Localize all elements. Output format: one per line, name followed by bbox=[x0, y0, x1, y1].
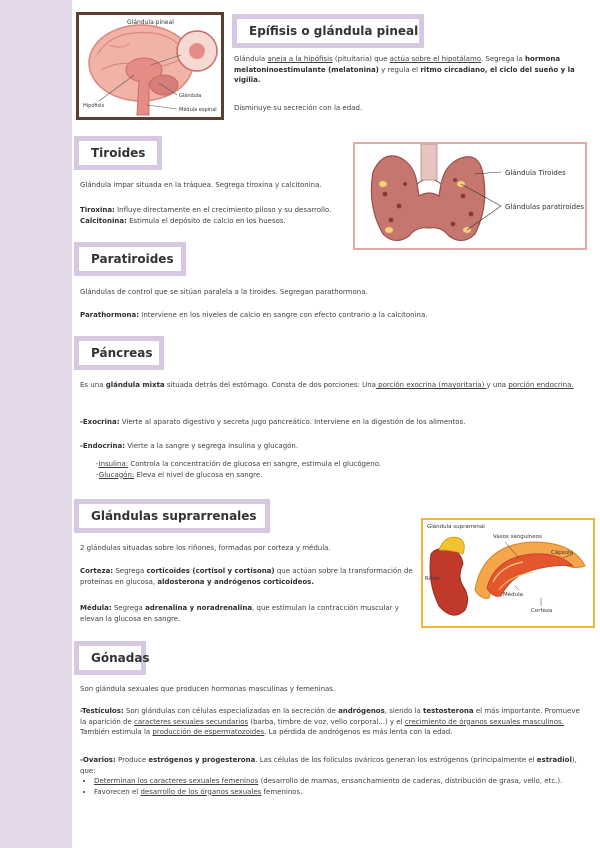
heading-paratiroides-text: Paratiroides bbox=[91, 252, 174, 266]
list-item: • Determinan los caracteres sexuales femeninos (desarrollo de mamas, ensanchamiento de caderas, distribución de grasa, vello, etc.). bbox=[94, 776, 584, 787]
gonadas-paragraph-1: Son glándula sexuales que producen hormonas masculinas y femeninas. bbox=[80, 685, 336, 693]
suprarrenales-paragraph-1: 2 glándulas situadas sobre los riñones, formadas por corteza y médula. bbox=[80, 544, 331, 552]
adrenal-label: Glándula suprarrenal bbox=[427, 524, 485, 530]
medula-espinal-label: Médula espinal bbox=[179, 107, 217, 113]
gonadas-ovarios: -Ovarios: Produce estrógenos y progesterona. Las células de los folículos ováricos generan los estrógenos (principalmente el estradiol), que: • Determinan los caracteres sexuales femeninos (desarrollo de mamas, ensanchamiento de caderas, distribución de grasa, vello, etc.). • Favorecen el desarrollo de los órganos sexuales femeninos. bbox=[80, 755, 584, 797]
pineal-gland-figure bbox=[76, 12, 224, 120]
epifisis-paragraph-2: Disminuye su secreción con la edad. bbox=[234, 104, 363, 112]
heading-paratiroides bbox=[74, 242, 186, 276]
paratiroides-paragraph-1: Glándulas de control que se sitúan paralela a la tiroides. Segregan parathormona. bbox=[80, 288, 368, 296]
suprarrenales-corteza: Corteza: Segrega corticoides (cortisol y cortisona) que actúan sobre la transformación de proteínas en glucosa, aldosterona y andrógenos corticoideos. bbox=[80, 567, 413, 586]
parathyroid-label: Glándulas paratiroides bbox=[505, 203, 585, 211]
pancreas-hormones: -Insulina: Controla la concentración de glucosa en sangre, estimula el glucógeno. -Glucagón: Eleva el nivel de glucosa en sangre. bbox=[96, 460, 382, 479]
heading-gonadas-text: Gónadas bbox=[91, 651, 150, 665]
gonadas-testiculos: -Testículos: Son glándulas con células especializadas en la secreción de andrógenos, siendo la testosterona el más importante. Promueve la aparición de caracteres sexuales secundarios (barba, timbre de voz, vello corporal...) y el crecimiento de órganos sexuales masculinos. También estimula la producción de espermatozoides. La pérdida de andrógenos es más lenta con la edad. bbox=[80, 707, 580, 736]
paratiroides-paragraph-2: Parathormona: Interviene en los niveles de calcio en sangre con efecto contrario a la calcitonina. bbox=[80, 311, 428, 319]
heading-tiroides bbox=[74, 136, 162, 170]
capsula-label: Cápsula bbox=[551, 550, 573, 556]
vasos-label: Vasos sanguíneos bbox=[493, 534, 542, 540]
heading-pancreas-text: Páncreas bbox=[91, 346, 153, 360]
suprarrenales-medula: Médula: Segrega adrenalina y noradrenalina, que estimulan la contracción muscular y elevan la glucosa en sangre. bbox=[80, 604, 399, 623]
pineal-label: Glándula pineal bbox=[127, 19, 174, 26]
heading-pancreas bbox=[74, 336, 164, 370]
epifisis-paragraph-1: Glándula aneja a la hipófisis (pituitaria) que actúa sobre el hipotálamo. Segrega la hormona melatoninoestimulante (melatonina) y regula el ritmo circadiano, el ciclo del sueño y la vigilia. bbox=[234, 55, 575, 84]
glandula-label: Glándula bbox=[179, 93, 202, 99]
list-item: • Favorecen el desarrollo de los órganos sexuales femeninos. bbox=[94, 787, 584, 798]
medula-label: Médula bbox=[503, 592, 524, 598]
heading-gonadas bbox=[74, 641, 150, 675]
tiroides-paragraph-2: Tiroxina: Influye directamente en el crecimiento piloso y su desarrollo. Calcitonina: Estimula el depósito de calcio en los huesos. bbox=[80, 206, 332, 225]
heading-epifisis bbox=[232, 14, 424, 48]
adrenal-figure bbox=[421, 518, 595, 628]
hipofisis-label: Hipófisis bbox=[83, 103, 105, 109]
heading-epifisis-text: Epífisis o glándula pineal bbox=[249, 24, 419, 38]
corteza-label: Corteza bbox=[531, 608, 553, 614]
rinon-label: Riñón bbox=[425, 576, 441, 582]
sidebar-strip bbox=[0, 0, 72, 848]
heading-suprarrenales-text: Glándulas suprarrenales bbox=[91, 509, 257, 523]
ovarios-list bbox=[80, 776, 584, 797]
heading-tiroides-text: Tiroides bbox=[91, 146, 146, 160]
tiroides-paragraph-1: Glándula impar situada en la tráquea. Segrega tiroxina y calcitonina. bbox=[80, 181, 322, 189]
heading-suprarrenales bbox=[74, 499, 270, 533]
thyroid-figure bbox=[353, 142, 587, 250]
pancreas-paragraph-1: Es una glándula mixta situada detrás del estómago. Consta de dos porciones: Una porción exocrina (mayoritaria) y una porción endocrina. bbox=[80, 381, 574, 389]
thyroid-label: Glándula Tiroides bbox=[505, 169, 566, 177]
pancreas-endocrina: -Endocrina: Vierte a la sangre y segrega insulina y glucagón. bbox=[80, 442, 299, 450]
pancreas-exocrina: -Exocrina: Vierte al aparato digestivo y secreta jugo pancreático. Interviene en la digestión de los alimentos. bbox=[80, 418, 466, 426]
